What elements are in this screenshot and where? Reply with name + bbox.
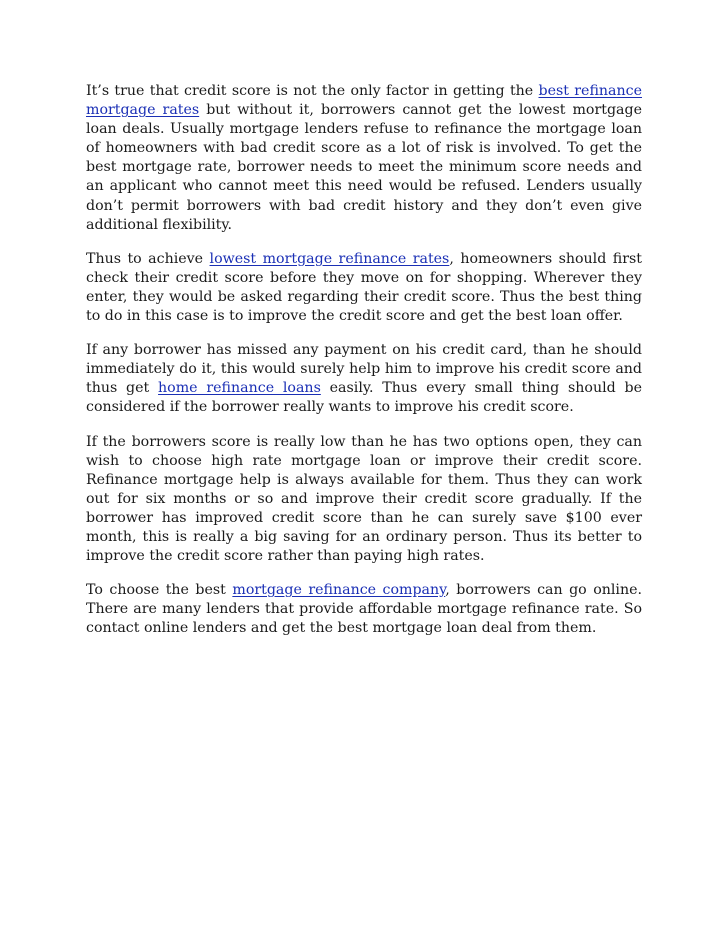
link-home-refinance-loans[interactable]: home refinance loans [158, 380, 321, 397]
paragraph-text: , borrowers can go online. There are many lenders that provide affordable mortgage refinance rate. So contact online lenders and get the best mortgage loan deal from them. [86, 582, 642, 637]
paragraph-text: but without it, borrowers cannot get the lowest mortgage loan deals. Usually mortgage lenders refuse to refinance the mortgage loan of homeowners with bad credit score as a lot of risk is involved. To get the best mortgage rate, borrower needs to meet the minimum score needs and an applicant who cannot meet this need would be refused. Lenders usually don’t permit borrowers with bad credit history and they don’t even give additional flexibility. [86, 102, 642, 233]
paragraph-2 [86, 250, 642, 326]
document-page [86, 82, 642, 653]
paragraph-text: If the borrowers score is really low than he has two options open, they can wish to choose high rate mortgage loan or improve their credit score. Refinance mortgage help is always available for them. Thus they can work out for six months or so and improve their credit score gradually. If the borrower has improved credit score than he can surely save $100 ever month, this is really a big saving for an ordinary person. Thus its better to improve the credit score rather than paying high rates. [86, 433, 642, 565]
paragraph-text: To choose the best [86, 582, 233, 599]
paragraph-text: , homeowners should first check their credit score before they move on for shopping. Wherever they enter, they would be asked regarding their credit score. Thus the best thing to do in this case is to improve the credit score and get the best loan offer. [86, 250, 642, 325]
paragraph-text: It’s true that credit score is not the only factor in getting the [86, 83, 539, 99]
link-mortgage-refinance-company[interactable]: mortgage refinance company [232, 582, 446, 599]
paragraph-text: easily. Thus every small thing should be considered if the borrower really wants to improve his credit score. [86, 380, 642, 416]
paragraph-4 [86, 433, 642, 567]
paragraph-5 [86, 581, 642, 638]
paragraph-1 [86, 82, 642, 235]
paragraph-text: Thus to achieve [86, 250, 210, 267]
link-lowest-mortgage-refinance-rates[interactable]: lowest mortgage refinance rates [209, 250, 450, 267]
link-best-refinance-mortgage-rates[interactable]: best refinance mortgage rates [86, 83, 642, 119]
paragraph-text: If any borrower has missed any payment on his credit card, than he should immediately do it, this would surely help him to improve his credit score and thus get [86, 342, 642, 397]
paragraph-3 [86, 341, 642, 417]
